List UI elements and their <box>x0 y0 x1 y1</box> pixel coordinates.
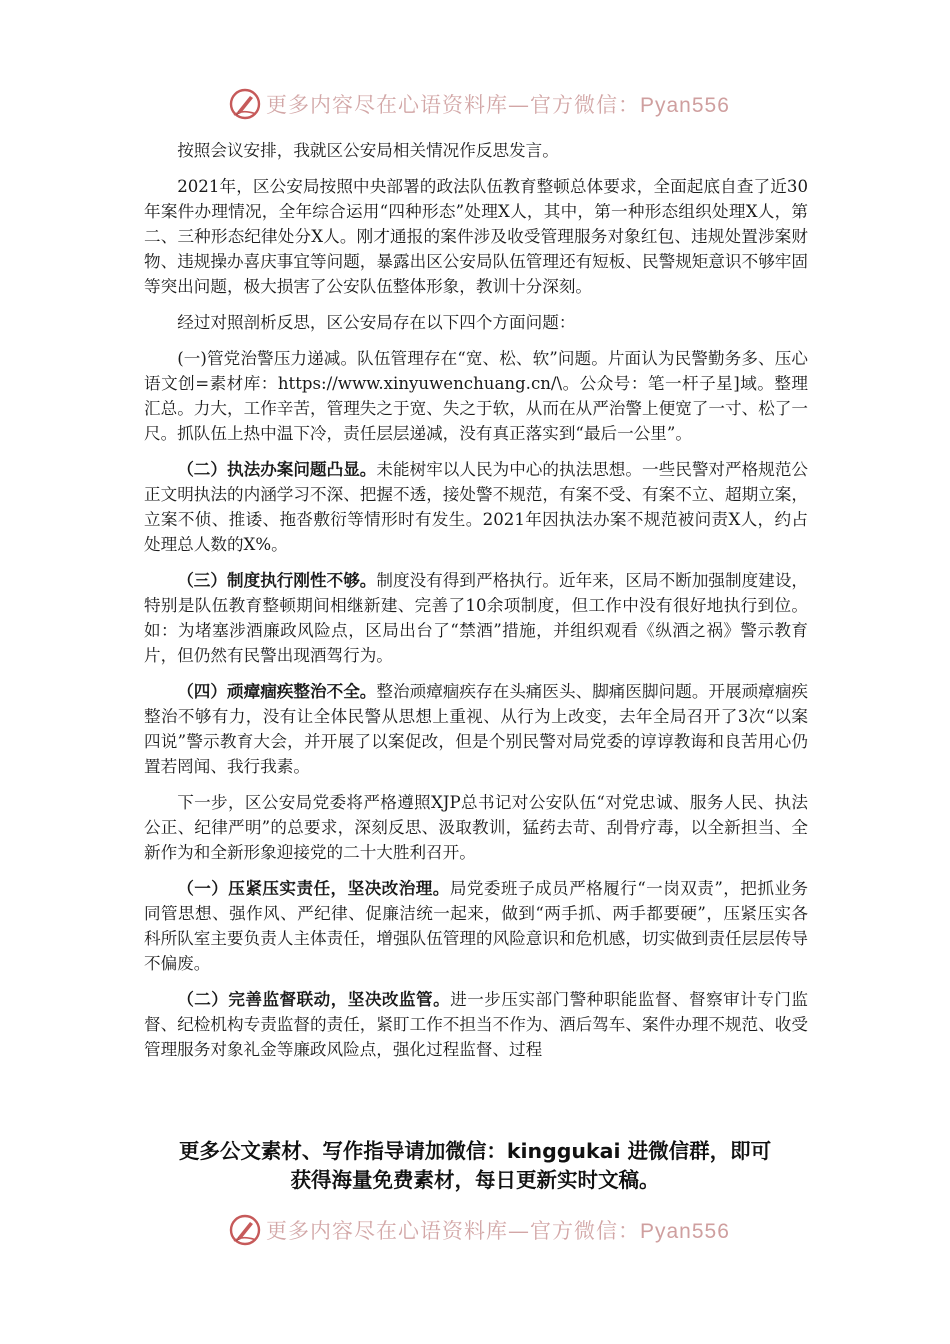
paragraph-heading: （一）压紧压实责任，坚决改治理。 <box>177 878 450 898</box>
banner-text <box>266 89 730 119</box>
paragraph <box>144 457 808 557</box>
document-body <box>144 138 808 1073</box>
banner-slogan: 更多内容尽在心语资料库—官方微信： <box>266 93 640 117</box>
paragraph-text: 经过对照剖析反思，区公安局存在以下四个方面问题： <box>177 313 576 332</box>
paragraph-heading: （四）顽瘴痼疾整治不全。 <box>177 681 377 701</box>
paragraph <box>144 346 808 446</box>
paragraph <box>144 174 808 299</box>
banner-wechat-id: Pyan556 <box>640 1220 730 1243</box>
paragraph <box>144 310 808 335</box>
header-banner <box>228 84 748 124</box>
paragraph-text: 局党委班子成员严格履行“一岗双责”，把抓业务同管思想、强作风、严纪律、促廉洁统一起来，做到“两手抓、两手都要硬”，压紧压实各科所队室主要负责人主体责任，增强队伍管理的风险意识和危机感，切实做到责任层层传导不偏废。 <box>144 879 808 973</box>
promo-line-2: 获得海量免费素材，每日更新实时文稿。 <box>290 1168 660 1192</box>
paragraph-text: 下一步，区公安局党委将严格遵照XJP总书记对公安队伍“对党忠诚、服务人民、执法公正、纪律严明”的总要求，深刻反思、汲取教训，猛药去苛、刮骨疗毒，以全新担当、全新作为和全新形象迎接党的二十大胜利召开。 <box>144 793 808 862</box>
paragraph-text: (一)管党治警压力递减。队伍管理存在“宽、松、软”问题。片面认为民警勤务多、压心语文创=素材库：https://www.xinyuwenchuang.cn/\。公众号：笔一杆子星]域。整理汇总。力大，工作辛苦，管理失之于宽、失之于软，从而在从严治警上便宽了一寸、松了一尺。抓队伍上热中温下冷，责任层层递减，没有真正落实到“最后一公里”。 <box>144 349 808 443</box>
footer-banner <box>228 1210 748 1250</box>
paragraph <box>144 790 808 865</box>
paragraph-heading: （二）执法办案问题凸显。 <box>177 459 377 479</box>
paragraph-text: 整治顽瘴痼疾存在头痛医头、脚痛医脚问题。开展顽瘴痼疾整治不够有力，没有让全体民警从思想上重视、从行为上改变，去年全局召开了3次“以案四说”警示教育大会，并开展了以案促改，但是个别民警对局党委的谆谆教诲和良苦用心仍置若罔闻、我行我素。 <box>144 682 809 776</box>
paragraph <box>144 987 808 1062</box>
pen-circle-logo-icon <box>228 1213 262 1247</box>
paragraph-text: 未能树牢以人民为中心的执法思想。一些民警对严格规范公正文明执法的内涵学习不深、把握不透，接处警不规范，有案不受、有案不立、超期立案，立案不侦、推诿、拖沓敷衍等情形时有发生。2021年因执法办案不规范被问责X人，约占处理总人数的X%。 <box>144 460 809 554</box>
paragraph <box>144 876 808 976</box>
banner-text <box>266 1215 730 1245</box>
promo-line-1: 更多公文素材、写作指导请加微信：kinggukai 进微信群，即可 <box>178 1139 772 1163</box>
paragraph <box>144 679 808 779</box>
paragraph <box>144 568 808 668</box>
paragraph-text: 进一步压实部门警种职能监督、督察审计专门监督、纪检机构专责监督的责任，紧盯工作不担当不作为、酒后驾车、案件办理不规范、收受管理服务对象礼金等廉政风险点，强化过程监督、过程 <box>144 990 809 1059</box>
paragraph-heading: （三）制度执行刚性不够。 <box>177 570 377 590</box>
paragraph-text: 制度没有得到严格执行。近年来，区局不断加强制度建设，特别是队伍教育整顿期间相继新建、完善了10余项制度，但工作中没有很好地执行到位。如：为堵塞涉酒廉政风险点，区局出台了“禁酒”措施，并组织观看《纵酒之祸》警示教育片，但仍然有民警出现酒驾行为。 <box>144 571 809 665</box>
promo-notice <box>110 1137 840 1195</box>
banner-slogan: 更多内容尽在心语资料库—官方微信： <box>266 1219 640 1243</box>
paragraph-heading: （二）完善监督联动，坚决改监管。 <box>177 989 451 1009</box>
paragraph <box>144 138 808 163</box>
banner-wechat-id: Pyan556 <box>640 94 730 117</box>
paragraph-text: 按照会议安排，我就区公安局相关情况作反思发言。 <box>177 141 559 160</box>
paragraph-text: 2021年，区公安局按照中央部署的政法队伍教育整顿总体要求，全面起底自查了近30年案件办理情况，全年综合运用“四种形态”处理X人，其中，第一种形态组织处理X人，第二、三种形态纪律处分X人。刚才通报的案件涉及收受管理服务对象红包、违规处置涉案财物、违规操办喜庆事宜等问题，暴露出区公安局队伍管理还有短板、民警规矩意识不够牢固等突出问题，极大损害了公安队伍整体形象，教训十分深刻。 <box>144 177 808 296</box>
pen-circle-logo-icon <box>228 87 262 121</box>
